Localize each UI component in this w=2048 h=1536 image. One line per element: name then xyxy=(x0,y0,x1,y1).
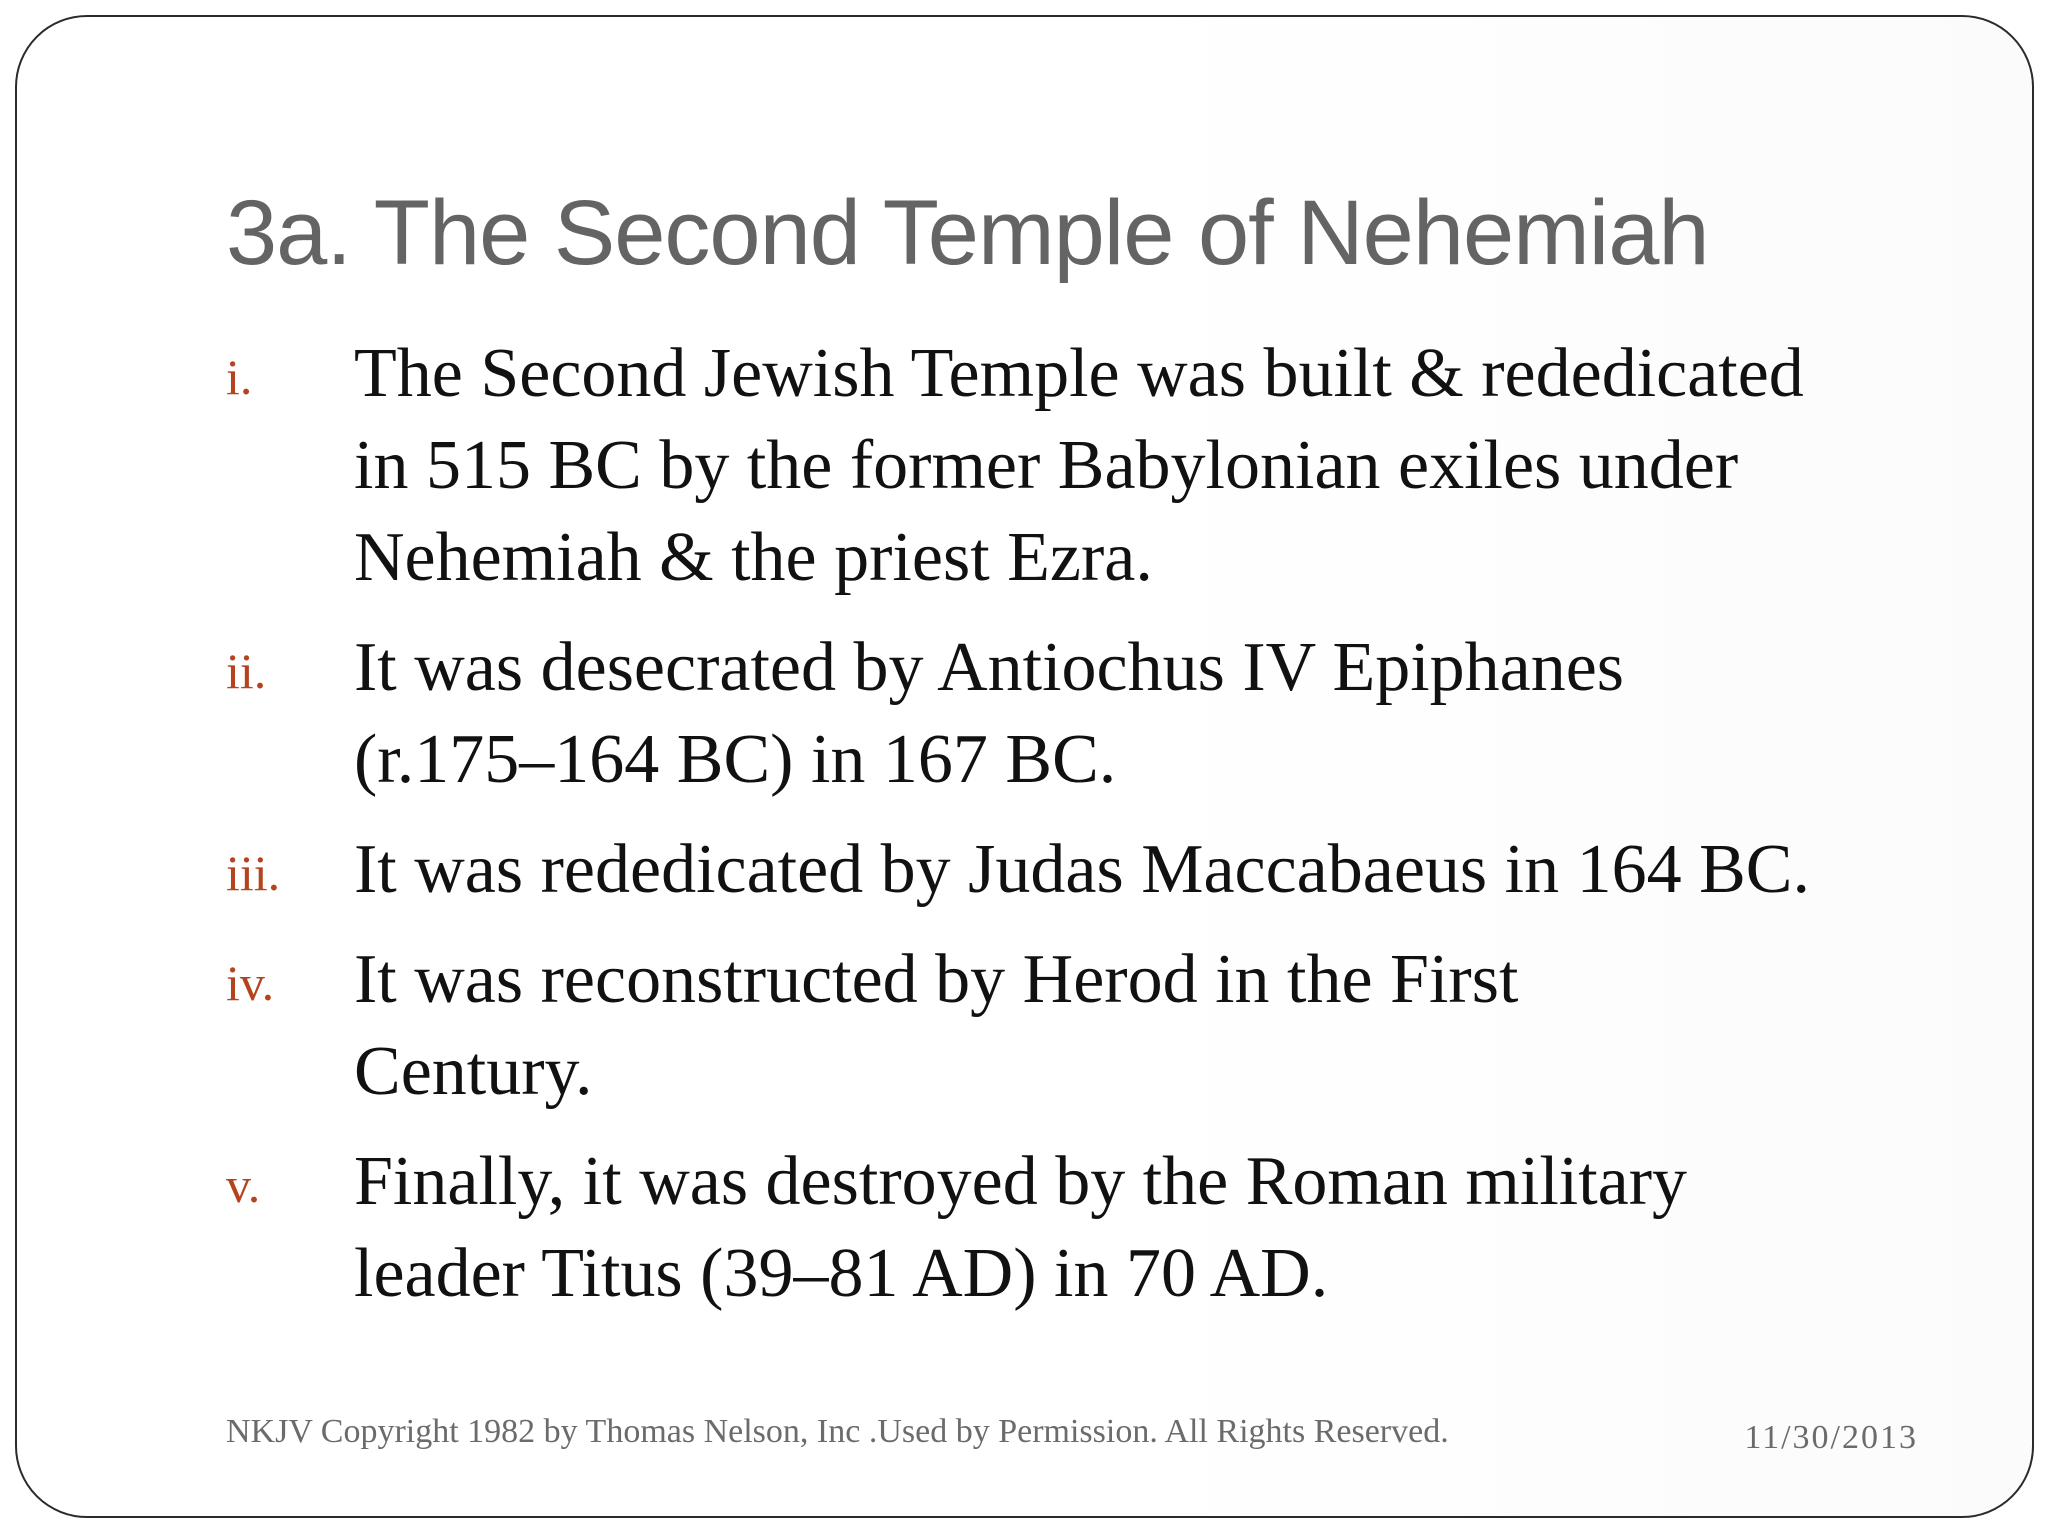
list-item xyxy=(226,934,1946,1118)
list-marker: v. xyxy=(226,1157,261,1213)
list-item xyxy=(226,328,1946,604)
list-item-text: It was desecrated by Antiochus IV Epiphanes (r.175–164 BC) in 167 BC. xyxy=(354,629,1625,798)
list-marker: ii. xyxy=(226,643,267,699)
copyright-footer: NKJV Copyright 1982 by Thomas Nelson, Inc .Used by Permission. All Rights Reserved. xyxy=(226,1413,1449,1450)
list-item xyxy=(226,622,1946,806)
list-item-text: Finally, it was destroyed by the Roman military leader Titus (39–81 AD) in 70 AD. xyxy=(354,1143,1688,1312)
list-item-text: It was reconstructed by Herod in the First Century. xyxy=(354,941,1519,1110)
slide-title: 3a. The Second Temple of Nehemiah xyxy=(226,182,1709,284)
list-item xyxy=(226,824,1946,916)
list-item xyxy=(226,1136,1946,1320)
list-marker: i. xyxy=(226,349,253,405)
list-marker: iii. xyxy=(226,845,281,901)
slide-date: 11/30/2013 xyxy=(1744,1419,1918,1456)
list-item-text: It was rededicated by Judas Maccabaeus in 164 BC. xyxy=(354,831,1810,908)
list-item-text: The Second Jewish Temple was built & rededicated in 515 BC by the former Babylonian exiles under Nehemiah & the priest Ezra. xyxy=(354,335,1804,596)
list-marker: iv. xyxy=(226,955,275,1011)
bullet-list xyxy=(226,328,1946,1338)
